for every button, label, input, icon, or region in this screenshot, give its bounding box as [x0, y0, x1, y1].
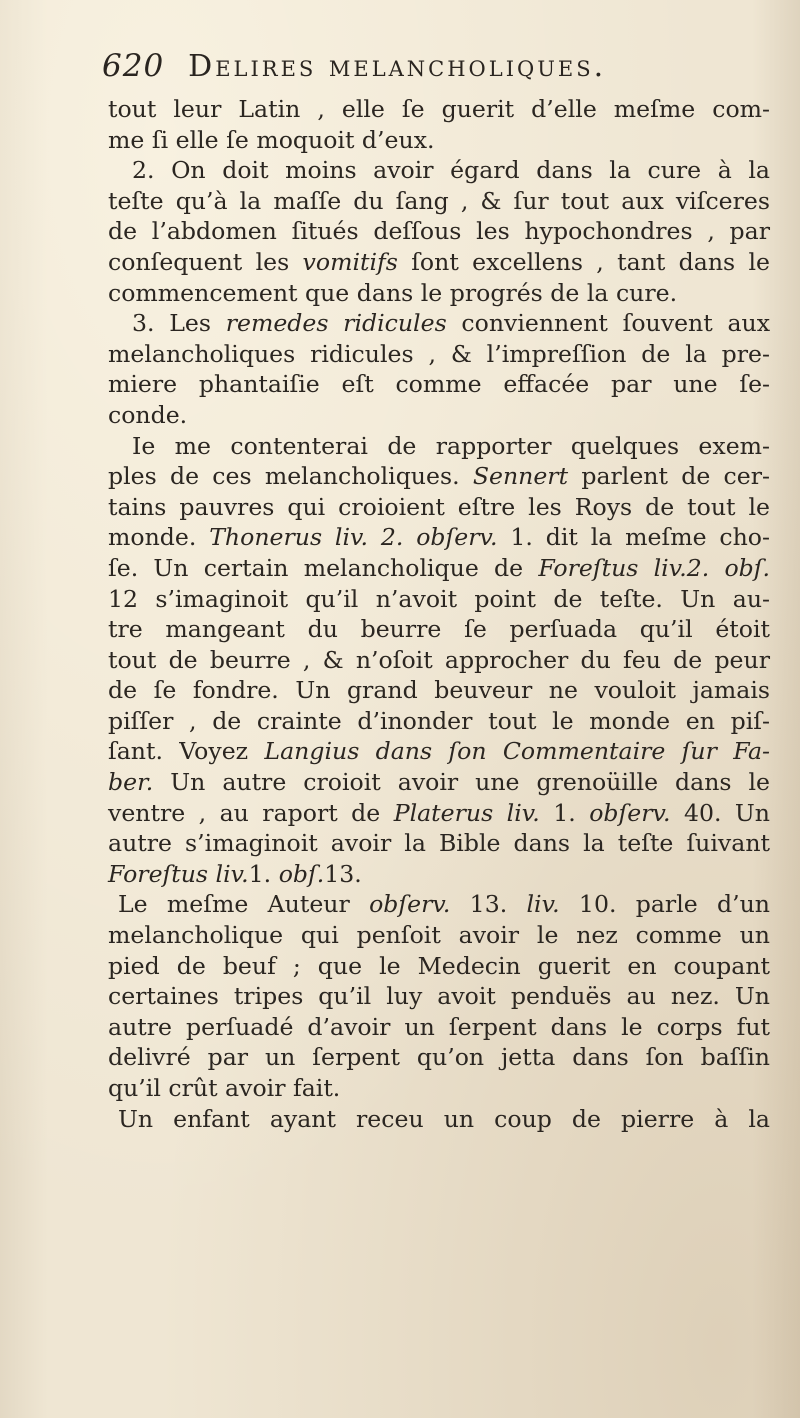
text-line: Foreſtus liv.1. obſ.13. — [108, 859, 362, 888]
running-title: Delires melancholiques. — [188, 49, 607, 84]
body-text — [108, 94, 770, 1134]
text-line: ventre , au raport de Platerus liv. 1. obſerv. 40. Un — [108, 798, 770, 827]
page-number: 620 — [102, 48, 165, 84]
italic-run: Platerus liv. — [393, 798, 540, 827]
text-line: conſequent les vomitifs ſont excellens , tant dans le — [108, 247, 770, 276]
text-line: ſe. Un certain melancholique de Foreſtus liv.2. obſ. — [108, 553, 770, 582]
text-line: monde. Thonerus liv. 2. obſerv. 1. dit la meſme cho- — [108, 523, 770, 552]
text-line: melancholique qui penſoit avoir le nez comme un — [108, 921, 770, 950]
page-header — [102, 48, 770, 94]
text-line: tains pauvres qui croioient eſtre les Roys de tout le — [108, 492, 770, 521]
text-line: de ſe fondre. Un grand beuveur ne vouloit jamais — [108, 676, 770, 705]
text-line: me ſi elle ſe moquoit d’eux. — [108, 125, 435, 154]
text-line: de l’abdomen ſitués deſſous les hypochondres , par — [108, 217, 770, 246]
text-line: qu’il crût avoir fait. — [108, 1074, 341, 1102]
text-line: tout leur Latin , elle ſe guerit d’elle meſme com- — [108, 95, 770, 123]
text-line: ber. Un autre croioit avoir une grenoüille dans le — [108, 768, 770, 797]
italic-run: Foreſtus liv.2. obſ. — [538, 553, 770, 582]
italic-run: vomitifs — [302, 247, 398, 276]
text-line: miere phantaiſie eſt comme effacée par une ſe- — [108, 370, 770, 399]
text-line: certaines tripes qu’il luy avoit penduës au nez. Un — [108, 982, 770, 1011]
text-line: tout de beurre , & n’oſoit approcher du feu de peur — [108, 645, 770, 674]
text-line: teſte qu’à la maſſe du ſang , & ſur tout aux viſceres — [108, 186, 770, 215]
text-line: Ie me contenterai de rapporter quelques exem- — [132, 431, 770, 460]
text-line: pied de beuf ; que le Medecin guerit en coupant — [108, 951, 770, 980]
text-line: delivré par un ſerpent qu’on jetta dans ſon baſſin — [108, 1043, 770, 1072]
italic-run: obſerv. — [589, 798, 671, 827]
text-line: piſſer , de crainte d’inonder tout le monde en piſ- — [108, 706, 770, 735]
text-line: commencement que dans le progrés de la cure. — [108, 278, 678, 307]
italic-run: obſ. — [278, 859, 325, 888]
italic-run: Langius dans ſon Commentaire ſur Fa- — [264, 737, 771, 766]
italic-run: remedes ridicules — [225, 309, 447, 338]
text-line: ſant. Voyez Langius dans ſon Commentaire ſur Fa- — [108, 737, 771, 766]
italic-run: liv. — [526, 890, 560, 919]
text-line: 2. On doit moins avoir égard dans la cure à la — [132, 156, 770, 185]
italic-run: Foreſtus liv. — [108, 859, 249, 888]
text-line: melancholiques ridicules , & l’impreſſion de la pre- — [108, 339, 770, 368]
italic-run: ber. — [108, 768, 154, 797]
text-line: autre perſuadé d’avoir un ſerpent dans le corps fut — [108, 1012, 770, 1041]
text-line: 3. Les remedes ridicules conviennent ſouvent aux — [132, 309, 771, 338]
text-line: ples de ces melancholiques. Sennert parlent de cer- — [108, 462, 770, 491]
italic-run: obſerv. — [369, 890, 451, 919]
text-line: tre mangeant du beurre ſe perſuada qu’il étoit — [108, 615, 770, 644]
text-line: 12 s’imaginoit qu’il n’avoit point de teſte. Un au- — [108, 584, 770, 613]
italic-run: Thonerus liv. 2. obſerv. — [209, 523, 498, 552]
text-line: autre s’imaginoit avoir la Bible dans la teſte ſuivant — [108, 829, 770, 858]
text-line: Un enfant ayant receu un coup de pierre à la — [118, 1104, 770, 1133]
text-line: Le meſme Auteur obſerv. 13. liv. 10. parle d’un — [118, 890, 770, 919]
text-line: conde. — [108, 400, 188, 429]
italic-run: Sennert — [472, 462, 569, 491]
